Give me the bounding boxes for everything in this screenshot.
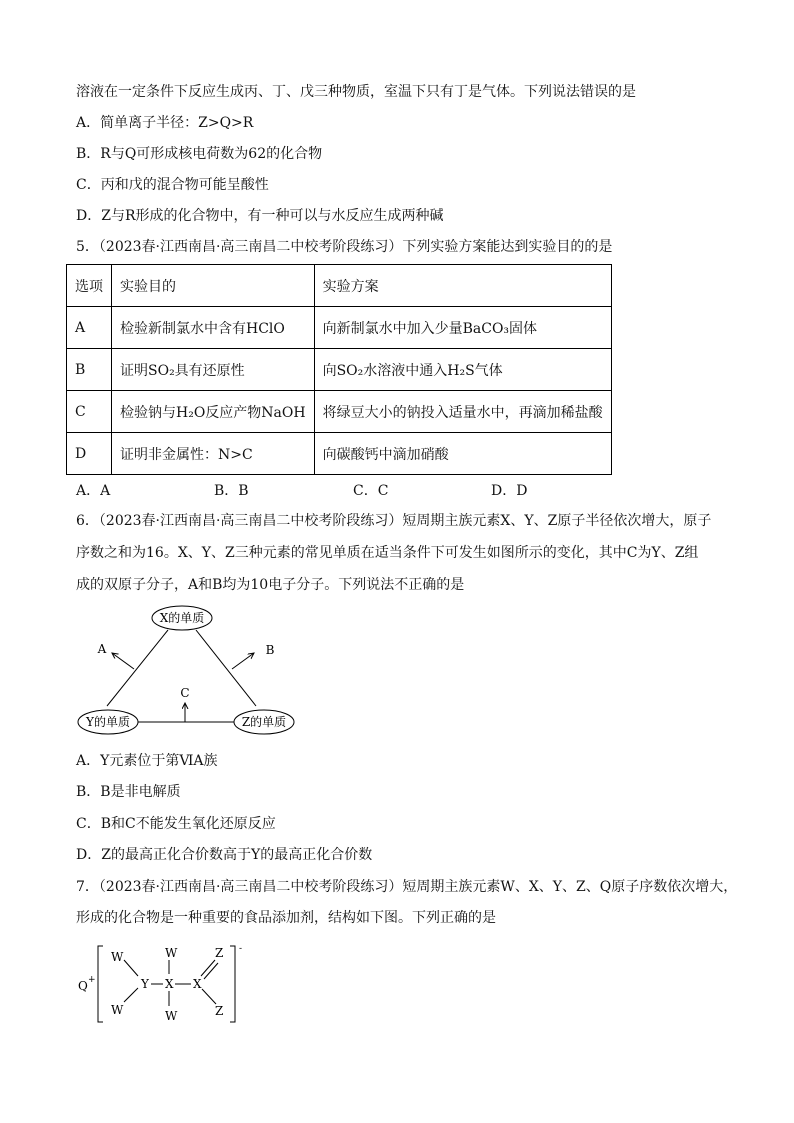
label-b: B — [265, 643, 275, 657]
q4-option-b: B．R与Q可形成核电荷数为62的化合物 — [76, 146, 323, 162]
row-option: D — [67, 433, 112, 475]
arrow-b — [232, 653, 254, 669]
q7-structure-diagram — [72, 938, 256, 1028]
edge-x-y — [107, 630, 168, 706]
row-plan: 将绿豆大小的钠投入适量水中，再滴加稀盐酸 — [314, 391, 611, 433]
q6-option-d: D．Z的最高正化合价数高于Y的最高正化合价数 — [76, 847, 373, 863]
row-plan: 向SO₂水溶液中通入H₂S气体 — [314, 349, 611, 391]
row-option: B — [67, 349, 112, 391]
atom-w-upper-left: W — [111, 950, 124, 964]
bond-x-z-double-2 — [204, 963, 218, 979]
edge-x-z — [196, 630, 256, 706]
header-option: 选项 — [67, 265, 112, 307]
q5-answer-options — [76, 480, 596, 500]
q5-answer-b: B．B — [214, 483, 249, 499]
q7-stem-line-2: 形成的化合物是一种重要的食品添加剂，结构如下图。下列正确的是 — [76, 910, 496, 926]
atom-x-right: X — [193, 977, 202, 991]
node-x-label: X的单质 — [159, 611, 205, 625]
q6-option-c: C．B和C不能发生氧化还原反应 — [76, 816, 276, 832]
q5-answer-a: A．A — [76, 483, 111, 499]
q5-stem: 5．（2023春·江西南昌·高三南昌二中校考阶段练习）下列实验方案能达到实验目的的是 — [76, 239, 613, 255]
row-purpose: 证明SO₂具有还原性 — [112, 349, 315, 391]
atom-w-top: W — [165, 946, 178, 960]
q6-stem-line-2: 序数之和为16。X、Y、Z三种元素的常见单质在适当条件下可发生如图所示的变化，其中C为Y、Z组 — [76, 545, 699, 561]
cation-symbol: Q — [78, 979, 88, 993]
left-bracket — [98, 946, 103, 1022]
table-row — [67, 391, 612, 433]
table-row — [67, 433, 612, 475]
anion-charge: - — [239, 944, 243, 954]
q5-answer-d: D．D — [491, 483, 528, 499]
q6-stem-line-3: 成的双原子分子，A和B均为10电子分子。下列说法不正确的是 — [76, 577, 465, 593]
table-row — [67, 349, 612, 391]
q6-stem-line-1: 6．（2023春·江西南昌·高三南昌二中校考阶段练习）短周期主族元素X、Y、Z原子半径依次增大，原子 — [76, 513, 712, 529]
bond-w-y-lower — [124, 988, 138, 1002]
right-bracket — [230, 946, 235, 1022]
header-plan: 实验方案 — [314, 265, 611, 307]
q6-reaction-diagram — [60, 598, 310, 744]
atom-w-bottom: W — [165, 1009, 178, 1023]
row-option: A — [67, 307, 112, 349]
atom-z-bottom: Z — [215, 1004, 224, 1018]
q6-option-b: B．B是非电解质 — [76, 784, 181, 800]
label-a: A — [97, 642, 107, 656]
atom-w-lower-left: W — [111, 1003, 124, 1017]
node-z-label: Z的单质 — [241, 715, 287, 729]
q4-option-a: A．简单离子半径：Z>Q>R — [76, 115, 254, 131]
bond-x-z-single — [202, 989, 216, 1004]
row-purpose: 证明非金属性：N>C — [112, 433, 315, 475]
node-y-label: Y的单质 — [86, 715, 130, 729]
row-option: C — [67, 391, 112, 433]
q5-answer-c: C．C — [353, 483, 389, 499]
cation-charge: + — [88, 975, 96, 985]
row-purpose: 检验新制氯水中含有HClO — [112, 307, 315, 349]
q4-option-c: C．丙和戊的混合物可能呈酸性 — [76, 177, 269, 193]
q5-experiment-table — [66, 264, 612, 475]
table-header-row — [67, 265, 612, 307]
q4-option-d: D．Z与R形成的化合物中，有一种可以与水反应生成两种碱 — [76, 208, 444, 224]
q6-option-a: A．Y元素位于第ⅥA族 — [76, 753, 218, 769]
atom-z-top: Z — [215, 946, 224, 960]
atom-y: Y — [141, 977, 149, 991]
row-plan: 向碳酸钙中滴加硝酸 — [314, 433, 611, 475]
atom-x-center: X — [165, 977, 174, 991]
row-purpose: 检验钠与H₂O反应产物NaOH — [112, 391, 315, 433]
arrow-a — [112, 653, 134, 669]
bond-x-z-double-1 — [201, 960, 215, 976]
intro-line: 溶液在一定条件下反应生成丙、丁、戊三种物质，室温下只有丁是气体。下列说法错误的是 — [76, 84, 636, 100]
header-purpose: 实验目的 — [112, 265, 315, 307]
label-c: C — [180, 686, 190, 700]
bond-w-y-upper — [124, 960, 138, 976]
row-plan: 向新制氯水中加入少量BaCO₃固体 — [314, 307, 611, 349]
q7-stem-line-1: 7．（2023春·江西南昌·高三南昌二中校考阶段练习）短周期主族元素W、X、Y、Z、Q原子序数依次增大， — [76, 879, 738, 895]
table-row — [67, 307, 612, 349]
